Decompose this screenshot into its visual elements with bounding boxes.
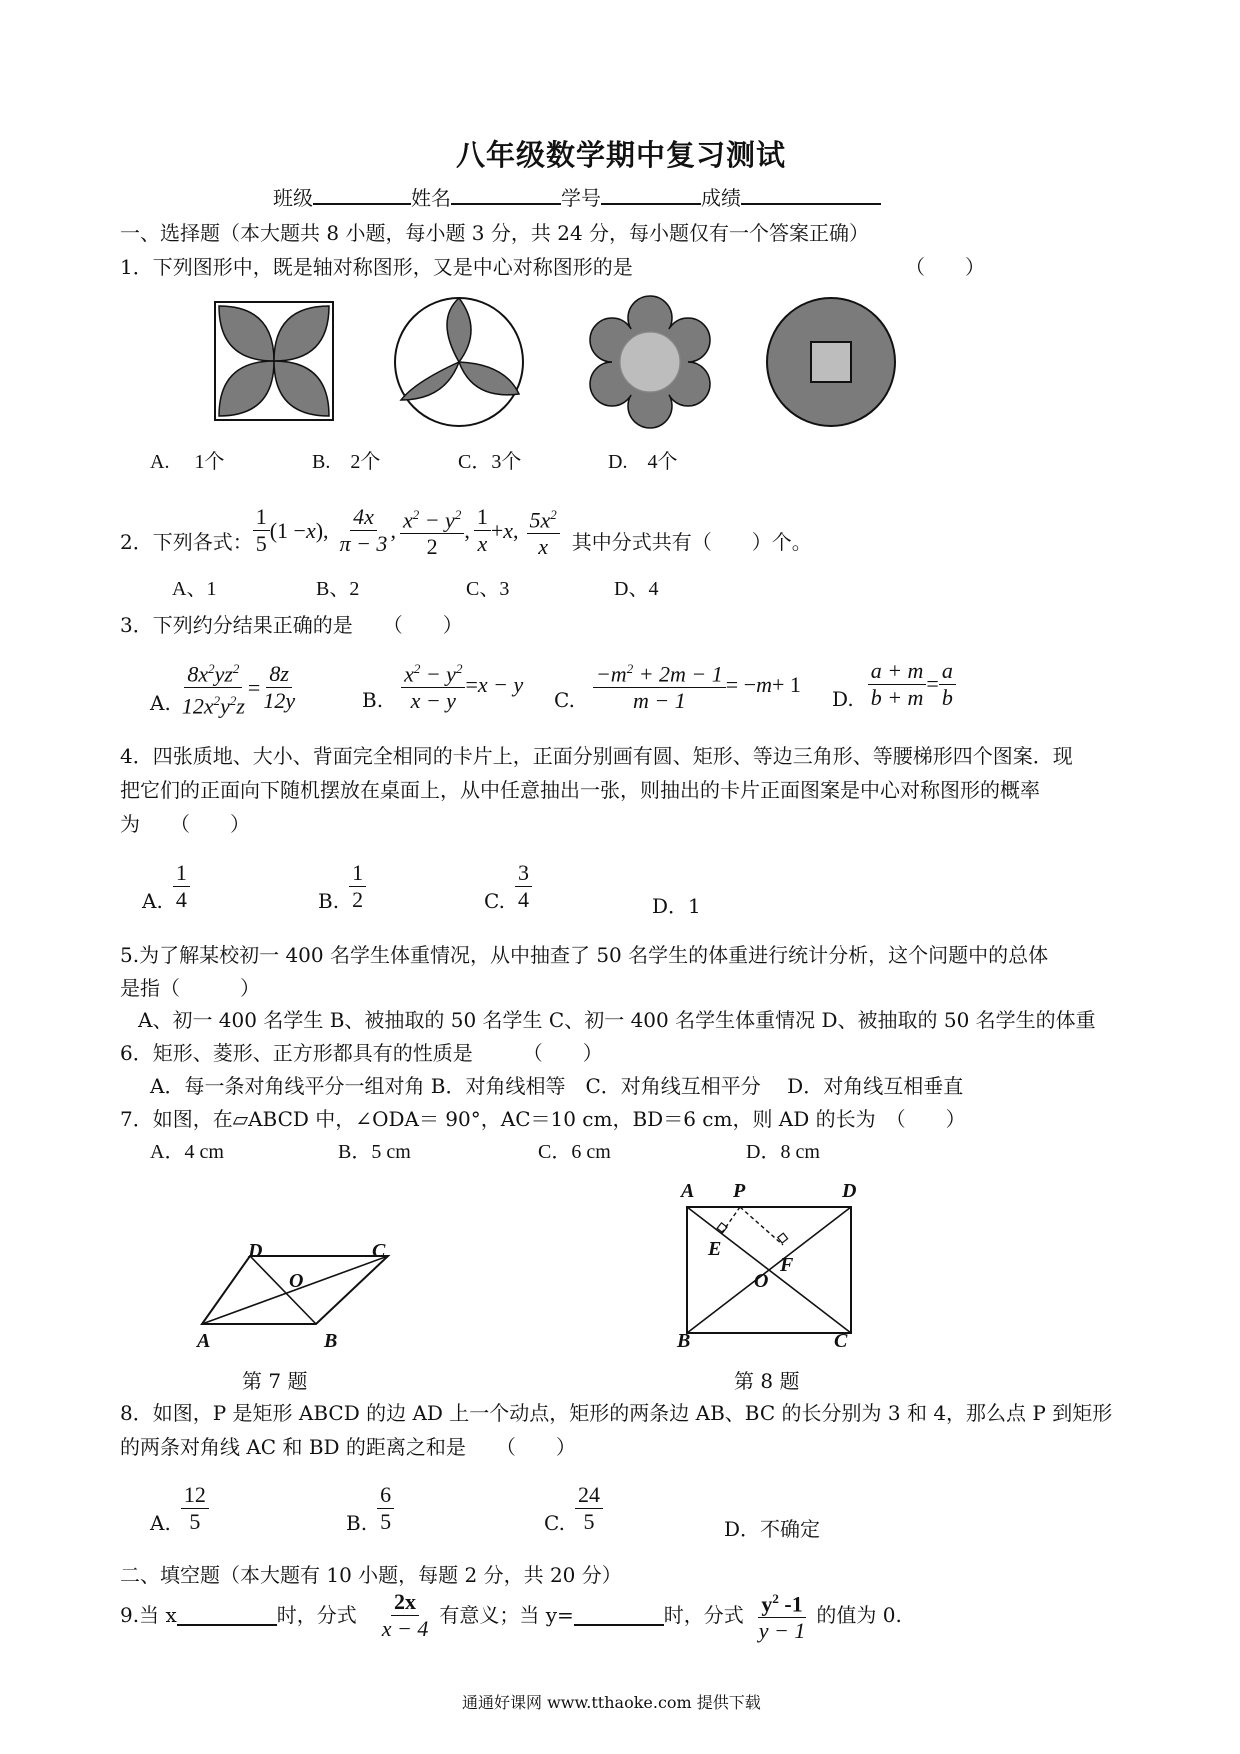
q8-option-d[interactable]: D．不确定	[724, 1517, 821, 1541]
q1-figures	[205, 290, 905, 430]
q8-line-2: 的两条对角线 AC 和 BD 的距离之和是 （ ）	[120, 1435, 576, 1459]
q3-label-c: C.	[554, 688, 575, 713]
fig8-label-o: O	[754, 1270, 769, 1292]
q9-part-2: 时，分式	[276, 1603, 357, 1627]
fig8-label-a: A	[681, 1180, 695, 1202]
q4-line-2: 把它们的正面向下随机摆放在桌面上，从中任意抽出一张，则抽出的卡片正面图案是中心对称图形的概率	[120, 778, 1040, 802]
q1-text: 1．下列图形中，既是轴对称图形，又是中心对称图形的是	[120, 255, 633, 279]
q7-text: 7．如图，在▱ABCD 中，∠ODA＝ 90°，AC＝10 cm，BD＝6 cm，则 AD 的长为 （ ）	[120, 1107, 966, 1131]
q2-option-a[interactable]: A、1	[172, 578, 217, 600]
q2-line	[120, 496, 812, 566]
q9-part-1: 9.当 x	[120, 1603, 177, 1627]
q1-figure-3	[590, 296, 710, 428]
q8-label-c: C.	[544, 1511, 565, 1535]
q4-label-b: B.	[318, 889, 340, 913]
fig8-label-b: B	[677, 1330, 691, 1352]
q4-option-b[interactable]: B. $\frac{1}{2}$	[318, 858, 366, 914]
fig8-label-f: F	[780, 1254, 794, 1276]
q1-figure-1	[215, 302, 333, 420]
section-one-heading: 一、选择题（本大题共 8 小题，每小题 3 分，共 24 分，每小题仅有一个答案正确）	[120, 221, 870, 245]
q3-option-b[interactable]: B. $\frac{x^2 - y^2}{x - y}$ = x − y	[362, 656, 523, 714]
q8-option-b[interactable]: B. $\frac{6}{5}$	[346, 1480, 394, 1536]
q7-option-a[interactable]: A．4 cm	[150, 1141, 224, 1163]
fig8-label-e: E	[708, 1238, 722, 1260]
q1-figure-2	[395, 298, 523, 426]
q4-line-3: 为 （ ）	[120, 812, 250, 836]
q9-part-4: 时，分式	[663, 1603, 744, 1627]
q7-option-d[interactable]: D．8 cm	[746, 1141, 820, 1163]
q2-option-b[interactable]: B、2	[316, 578, 360, 600]
info-score-label: 成绩	[701, 186, 741, 210]
figure-8-caption: 第 8 题	[734, 1369, 800, 1393]
q8-line-1: 8．如图，P 是矩形 ABCD 的边 AD 上一个动点，矩形的两条边 AB、BC 的长分别为 3 和 4，那么点 P 到矩形	[120, 1401, 1113, 1425]
q3-text: 3．下列约分结果正确的是 （ ）	[120, 613, 463, 637]
fig7-label-o: O	[289, 1270, 304, 1292]
fig8-label-p: P	[733, 1180, 746, 1202]
q8-label-b: B.	[346, 1511, 368, 1535]
class-blank[interactable]	[313, 183, 411, 205]
q8-option-a[interactable]: A. $\frac{12}{5}$	[150, 1480, 209, 1536]
q2-option-d[interactable]: D、4	[614, 578, 659, 600]
q3-option-c[interactable]: C. $\frac{-m^2 + 2m - 1}{m - 1}$ = − m + 1	[554, 656, 801, 714]
number-blank[interactable]	[601, 183, 701, 205]
q3-option-a[interactable]: A. $\frac{8x^2yz^2}{12x^2y^2z}$ = $\frac{8z}{12y}$	[150, 656, 298, 720]
q1-option-a[interactable]: A. 1个	[150, 451, 225, 473]
q9-part-3: 有意义；当 y=	[439, 1603, 574, 1627]
fig7-label-b: B	[324, 1330, 338, 1352]
section-two-heading: 二、填空题（本大题有 10 小题，每题 2 分，共 20 分）	[120, 1563, 622, 1587]
q4-label-a: A.	[142, 889, 163, 913]
q1-option-c[interactable]: C．3个	[458, 451, 522, 473]
q2-option-c[interactable]: C、3	[466, 578, 510, 600]
info-number-label: 学号	[561, 186, 601, 210]
q8-label-a: A.	[150, 1511, 171, 1535]
name-blank[interactable]	[451, 183, 561, 205]
page-footer: 通通好课网 www.tthaoke.com 提供下载	[462, 1693, 761, 1712]
q2-expressions: $\frac{1}{5}$ (1 − x ), $\frac{4x}{\pi - 3}$ , $\frac{x^2 - y^2}{2}$ , $\frac{1}{x}$ + x , $\frac{5x^2}{x}$	[253, 502, 560, 560]
q6-options[interactable]: A．每一条对角线平分一组对角 B．对角线相等 C．对角线互相平分 D．对角线互相垂直	[150, 1074, 964, 1098]
q4-option-c[interactable]: C. $\frac{3}{4}$	[484, 858, 532, 914]
q9-line	[120, 1582, 902, 1648]
q5-line-2: 是指（ ）	[120, 976, 260, 1000]
figure-8	[675, 1195, 865, 1345]
fig8-label-d: D	[842, 1180, 857, 1202]
q4-label-c: C.	[484, 889, 505, 913]
fig7-label-a: A	[197, 1330, 211, 1352]
q7-option-c[interactable]: C．6 cm	[538, 1141, 611, 1163]
score-blank[interactable]	[741, 183, 881, 205]
q9-blank-x[interactable]	[177, 1604, 277, 1626]
q4-option-d[interactable]: D．1	[652, 894, 701, 918]
q3-label-b: B.	[362, 688, 384, 713]
q3-option-d[interactable]: D. $\frac{a + m}{b + m}$ = $\frac{a}{b}$	[832, 656, 956, 712]
q5-options[interactable]: A、初一 400 名学生 B、被抽取的 50 名学生 C、初一 400 名学生体重情况 D、被抽取的 50 名学生的体重	[138, 1008, 1096, 1032]
q9-blank-y[interactable]	[574, 1604, 664, 1626]
q2-prefix: 2．下列各式：	[120, 530, 253, 554]
q3-label-a: A.	[150, 690, 171, 715]
info-name-label: 姓名	[411, 186, 451, 210]
q2-suffix: 其中分式共有（ ）个。	[571, 530, 812, 554]
q8-option-c[interactable]: C. $\frac{24}{5}$	[544, 1480, 603, 1536]
figure-7-caption: 第 7 题	[242, 1369, 308, 1393]
q1-option-b[interactable]: B. 2个	[312, 451, 381, 473]
q9-part-5: 的值为 0.	[816, 1603, 902, 1627]
q9-fraction-2: $\frac{y^2 -1}{y - 1}$	[756, 1586, 809, 1644]
q3-label-d: D.	[832, 687, 854, 711]
fig8-label-c: C	[834, 1330, 848, 1352]
fig7-label-d: D	[248, 1240, 263, 1262]
info-class-label: 班级	[273, 186, 313, 210]
q5-line-1: 5.为了解某校初一 400 名学生体重情况，从中抽查了 50 名学生的体重进行统计分析，这个问题中的总体	[120, 943, 1049, 967]
q4-line-1: 4．四张质地、大小、背面完全相同的卡片上，正面分别画有圆、矩形、等边三角形、等腰梯形四个图案．现	[120, 744, 1073, 768]
q1-figure-4	[767, 298, 895, 426]
info-line	[273, 183, 881, 211]
q1-option-d[interactable]: D. 4个	[608, 451, 678, 473]
q6-text: 6．矩形、菱形、正方形都具有的性质是 （ ）	[120, 1041, 603, 1065]
page-title: 八年级数学期中复习测试	[456, 138, 787, 172]
q1-paren: （ ）	[905, 255, 985, 279]
q4-option-a[interactable]: A. $\frac{1}{4}$	[142, 858, 190, 914]
q7-option-b[interactable]: B．5 cm	[338, 1141, 411, 1163]
fig7-label-c: C	[372, 1240, 386, 1262]
q9-fraction-1: $\frac{2x}{x - 4}$	[381, 1588, 429, 1641]
